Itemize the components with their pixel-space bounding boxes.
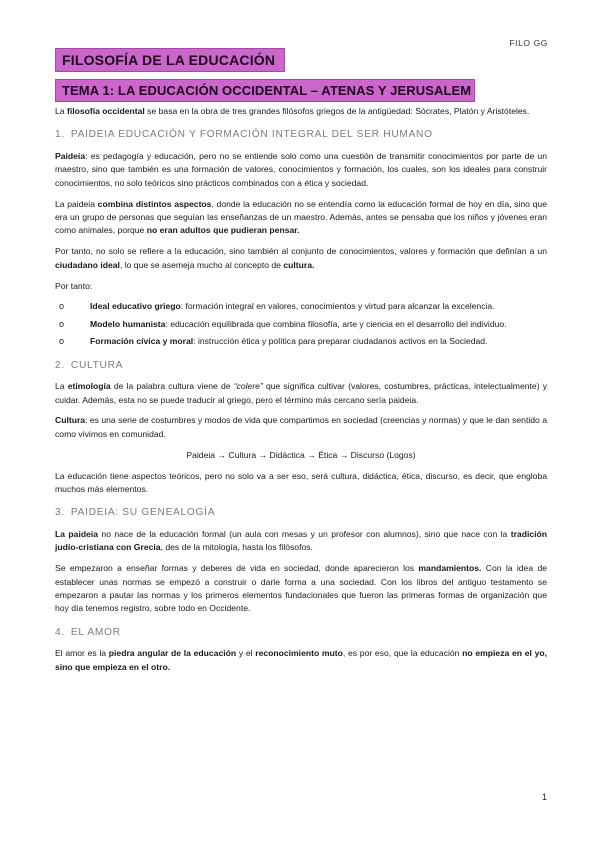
text-run: que significa cultivar (valores, costumbres, prácticas, intelectualmente) y cuidar. Además, esta no se puede traducir al griego, pero el término más cercano sería paideia.: [55, 381, 548, 405]
bold-run: La paideia: [55, 528, 99, 539]
text-run: : instrucción ética y política para preparar ciudadanos activos en la Sociedad.: [193, 336, 488, 347]
section-title: PAIDEIA: SU GENEALOGÍA: [70, 507, 216, 519]
italic-run: “colere”: [233, 381, 263, 392]
section-heading-2: [55, 359, 547, 372]
bold-run: reconocimiento muto: [255, 648, 343, 659]
bold-run: filosofía occidental: [66, 106, 145, 116]
text-run: y el: [236, 648, 256, 659]
text-run: El amor es la: [55, 648, 109, 659]
paragraph: Por tanto:: [55, 280, 93, 291]
paragraph: [55, 528, 547, 555]
text-run: , lo que se asemeja mucho al concepto de: [119, 259, 284, 270]
section-number: 4.: [55, 626, 65, 638]
section-title: EL AMOR: [70, 626, 121, 638]
text-run: se basa en la obra de tres grandes filósofos griegos de la antigüedad: Sócrates, Platón y Aristóteles.: [144, 106, 530, 116]
bullet-list: [55, 300, 547, 348]
header-label: FILO GG: [509, 38, 548, 48]
section-heading-1: [55, 128, 547, 141]
document-title: FILOSOFÍA DE LA EDUCACIÓN: [55, 48, 285, 72]
paragraph: [55, 198, 547, 238]
bold-run: cultura.: [283, 259, 315, 270]
paragraph: [55, 150, 547, 190]
section-heading-3: [55, 506, 547, 519]
section-title: CULTURA: [70, 359, 124, 371]
section-number: 1.: [55, 129, 65, 141]
text-run: : es pedagogía y educación, pero no se entiende solo como una cuestión de transmitir conocimientos por parte de un maestro, sino que también es una formación de valores, conocimientos y formación, los cuales, son los ideales para construir conocimientos, no solo teóricos sino prácticos combinados con a ética y sociedad.: [55, 150, 547, 188]
bullet-marker: o: [59, 336, 65, 347]
text-run: : formación integral en valores, conocimientos y virtud para alcanzar la excelencia.: [180, 301, 495, 312]
text-run: : educación equilibrada que combina filosofía, arte y ciencia en el desarrollo del individuo.: [165, 318, 507, 329]
bold-run: Paideia: [55, 150, 86, 161]
text-run: Por tanto, no solo se refiere a la educación, sino también al conjunto de conocimientos, valores y formación que definían a un: [55, 246, 547, 257]
chapter-title: TEMA 1: LA EDUCACIÓN OCCIDENTAL – ATENAS Y JERUSALEM: [55, 79, 475, 102]
section-heading-4: [55, 626, 547, 639]
concept-chain: Paideia → Cultura → Didáctica → Ética → Discurso (Logos): [186, 449, 416, 460]
bold-run: Modelo humanista: [90, 318, 166, 329]
paragraph: [55, 245, 547, 272]
bold-run: Cultura: [55, 415, 86, 426]
text-run: no nace de la educación formal (un aula con mesas y un profesor con alumnos), sino que nace con la: [98, 528, 511, 539]
bold-run: no eran adultos que pudieran pensar.: [146, 225, 300, 236]
text-run: Con la idea de establecer unas normas se empezó a construir o darle forma a una sociedad. Con los libros del antiguo testamento se empezaron a pautar las normas y los primeros elementos fundacionales que fueron las primeras formas de organización que hoy día tenemos registro, sobre todo en Occidente.: [55, 563, 547, 614]
bullet-marker: o: [59, 301, 65, 312]
bold-run: combina distintos aspectos: [97, 198, 212, 209]
section-number: 3.: [55, 507, 65, 519]
text-run: Se empezaron a enseñar formas y deberes de vida en sociedad, donde aparecieron los: [55, 563, 419, 574]
bold-run: etimología: [67, 381, 111, 392]
document-body: [55, 105, 547, 682]
section-title: PAIDEIA EDUCACIÓN Y FORMACIÓN INTEGRAL DEL SER HUMANO: [70, 129, 433, 141]
text-run: , es por eso, que la educación: [342, 648, 463, 659]
bold-run: no empieza en el yo, sino que empieza en el otro.: [55, 648, 547, 672]
bold-run: tradición judío-cristiana con Grecia: [55, 528, 547, 553]
paragraph: [55, 414, 547, 441]
bold-run: Formación cívica y moral: [90, 336, 194, 347]
paragraph: La educación tiene aspectos teóricos, pero no solo va a ser eso, será cultura, didáctica, ética, discurso, es decir, que engloba muchos más elementos.: [55, 470, 547, 495]
bold-run: piedra angular de la educación: [108, 648, 237, 659]
intro-paragraph: [55, 105, 547, 118]
paragraph: [55, 647, 547, 674]
text-run: , des de la mitología, hasta los filósofos.: [160, 542, 313, 553]
text-run: de la palabra cultura viene de: [110, 381, 234, 392]
text-run: , donde la educación no se entendía como la educación formal de hoy en día, sino que era un grupo de personas que seguían las enseñanzas de un maestro. Además, antes se pensaba que los niños y jóvenes eran como animales, porque: [55, 198, 547, 236]
bullet-marker: o: [59, 318, 65, 329]
text-run: La: [55, 381, 68, 392]
bold-run: Ideal educativo griego: [90, 301, 181, 312]
bold-run: mandamientos.: [418, 563, 482, 574]
list-item: [55, 318, 547, 331]
section-number: 2.: [55, 359, 65, 371]
text-run: : es una serie de costumbres y modos de vida que compartimos en sociedad (creencias y normas) y que le dan sentido a como vivimos en comunidad.: [55, 415, 547, 439]
text-run: La: [55, 106, 67, 116]
page-number: 1: [541, 792, 547, 802]
paragraph: [55, 380, 547, 407]
list-item: [55, 300, 547, 313]
paragraph: [55, 562, 547, 616]
text-run: La paideia: [55, 198, 98, 209]
bold-run: ciudadano ideal: [55, 259, 120, 270]
list-item: [55, 335, 547, 348]
